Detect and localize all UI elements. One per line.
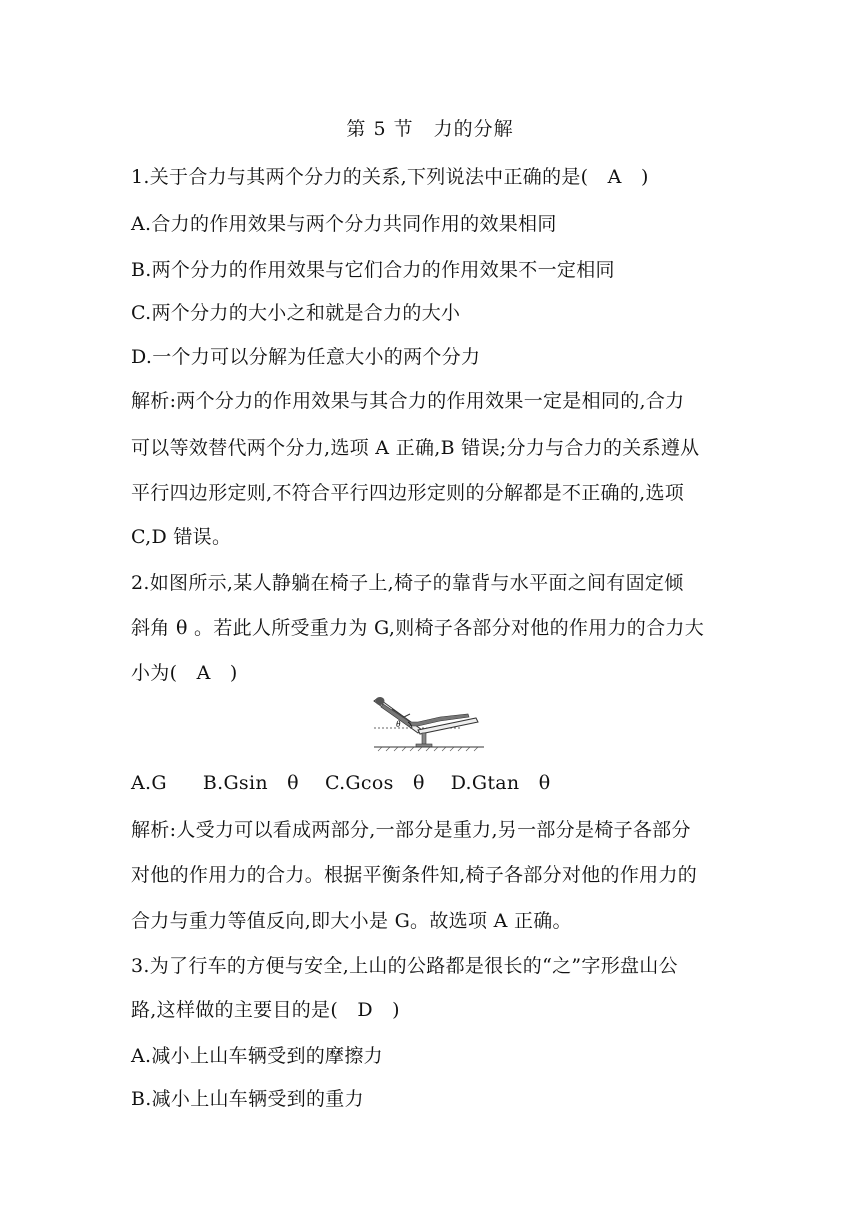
q2-stem-line: 2.如图所示,某人静躺在椅子上,椅子的靠背与水平面之间有固定倾 <box>131 572 684 594</box>
q2-option-d: D.Gtan θ <box>450 772 551 794</box>
q2-analysis-line: 对他的作用力的合力。根据平衡条件知,椅子各部分对他的作用力的 <box>131 864 698 886</box>
q2-option-b: B.Gsin θ <box>202 772 299 794</box>
q1-option-c: C.两个分力的大小之和就是合力的大小 <box>131 302 461 324</box>
q2-stem-line: 斜角 θ 。若此人所受重力为 G,则椅子各部分对他的作用力的合力大 <box>131 617 704 639</box>
theta-label: θ <box>396 719 401 729</box>
reclining-chair-figure <box>370 692 488 752</box>
chair-stand <box>422 733 426 745</box>
q1-option-a: A.合力的作用效果与两个分力共同作用的效果相同 <box>131 213 557 235</box>
section-title: 第 5 节 力的分解 <box>346 118 514 140</box>
q2-stem-line: 小为( A ) <box>131 662 238 684</box>
q1-analysis-line: 解析:两个分力的作用效果与其合力的作用效果一定是相同的,合力 <box>131 390 685 412</box>
q2-analysis-line: 解析:人受力可以看成两部分,一部分是重力,另一部分是椅子各部分 <box>131 819 691 841</box>
q1-analysis-line: 可以等效替代两个分力,选项 A 正确,B 错误;分力与合力的关系遵从 <box>131 437 700 459</box>
q2-analysis-line: 合力与重力等值反向,即大小是 G。故选项 A 正确。 <box>131 910 572 932</box>
q2-option-c: C.Gcos θ <box>324 772 425 794</box>
q3-stem-line: 3.为了行车的方便与安全,上山的公路都是很长的“之”字形盘山公 <box>131 955 678 977</box>
ground-hatching <box>378 747 478 751</box>
q2-option-a: A.G <box>131 772 167 794</box>
q3-stem-line: 路,这样做的主要目的是( D ) <box>131 999 400 1021</box>
q1-stem: 1.关于合力与其两个分力的关系,下列说法中正确的是( A ) <box>131 166 649 188</box>
q1-analysis-line: 平行四边形定则,不符合平行四边形定则的分解都是不正确的,选项 <box>131 482 685 504</box>
q1-option-d: D.一个力可以分解为任意大小的两个分力 <box>131 346 481 368</box>
q3-option-b: B.减小上山车辆受到的重力 <box>131 1088 364 1110</box>
q2-options <box>131 768 551 795</box>
q1-analysis-line: C,D 错误。 <box>131 526 232 548</box>
q3-option-a: A.减小上山车辆受到的摩擦力 <box>131 1045 383 1067</box>
q1-option-b: B.两个分力的作用效果与它们合力的作用效果不一定相同 <box>131 259 615 281</box>
